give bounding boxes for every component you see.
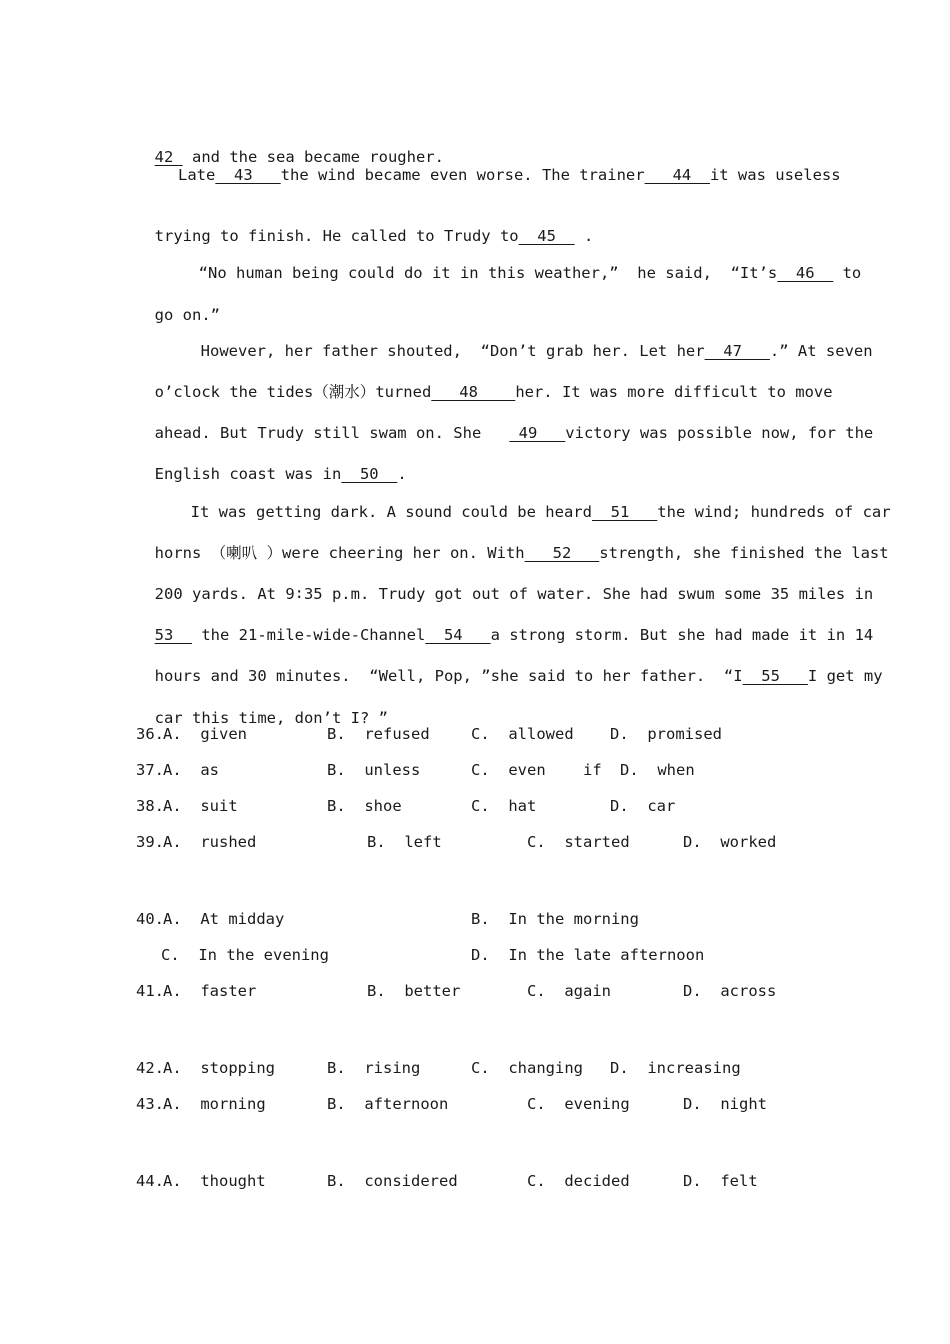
option-a: A. suit (163, 797, 238, 815)
question-number: 42. (136, 1059, 164, 1077)
passage-text: car this time, don’t I? ” (154, 709, 388, 727)
passage-line-6 (182, 321, 873, 361)
option-c: C. In the evening (161, 946, 329, 964)
blank-50: 50 (341, 465, 398, 483)
passage-text: I get my (807, 667, 883, 685)
option-b: B. left (367, 833, 442, 851)
question-number: 37. (136, 761, 164, 779)
passage-text: It was getting dark. A sound could be heard (190, 503, 592, 521)
option-d: D. night (683, 1095, 767, 1113)
blank-48: 48 (431, 383, 516, 401)
option-a: A. morning (163, 1095, 266, 1113)
question-number: 44. (136, 1172, 164, 1190)
passage-text: go on.” (154, 306, 220, 324)
option-c: C. hat (471, 797, 537, 815)
option-b: B. In the morning (471, 910, 639, 928)
passage-line-8 (136, 403, 873, 443)
passage-text: horns （喇叭 ）were cheering her on. With (154, 544, 525, 562)
passage-text: However, her father shouted, “Don’t grab her. Let her (200, 342, 705, 360)
option-c: C. again (527, 982, 611, 1000)
option-c: C. changing (471, 1059, 583, 1077)
passage-text: “No human being could do it in this weather,” he said, “It’s (198, 264, 778, 282)
option-b: B. afternoon (327, 1095, 449, 1113)
passage-text: the 21-mile-wide-Channel (192, 626, 426, 644)
option-d: D. worked (683, 833, 777, 851)
option-c: C. decided (527, 1172, 630, 1190)
passage-line-15 (136, 688, 388, 728)
passage-text: the wind; hundreds of car (657, 503, 891, 521)
passage-text: her. It was more difficult to move (515, 383, 833, 401)
option-d: D. In the late afternoon (471, 946, 705, 964)
option-b: B. refused (327, 725, 430, 743)
passage-text: victory was possible now, for the (565, 424, 874, 442)
blank-53: 53 (154, 626, 192, 644)
passage-text: 200 yards. At 9∶35 p.m. Trudy got out of water. She had swum some 35 miles in (154, 585, 874, 603)
passage-text: . (574, 227, 594, 245)
passage-text: hours and 30 minutes. “Well, Pop, ”she said to her father. “I (154, 667, 743, 685)
question-number: 36. (136, 725, 164, 743)
passage-text: Late (178, 166, 216, 184)
option-b: B. unless (327, 761, 421, 779)
question-number: 39. (136, 833, 164, 851)
passage-text: and the sea became rougher. (182, 148, 444, 166)
blank-52: 52 (524, 544, 600, 562)
blank-51: 51 (591, 503, 658, 521)
blank-45: 45 (518, 227, 575, 245)
option-c: C. evening (527, 1095, 630, 1113)
blank-55: 55 (742, 667, 808, 685)
passage-text: o’clock the tides（潮水）turned (154, 383, 432, 401)
option-c: C. allowed (471, 725, 574, 743)
passage-line-3 (136, 206, 593, 246)
option-d: D. when (620, 761, 695, 779)
option-a: A. At midday (163, 910, 285, 928)
option-b: B. shoe (327, 797, 402, 815)
option-a: A. rushed (163, 833, 257, 851)
option-c: C. even if (471, 761, 602, 779)
option-a: A. as (163, 761, 219, 779)
passage-line-2 (178, 165, 841, 185)
passage-line-13 (136, 605, 873, 645)
question-number: 40. (136, 910, 164, 928)
passage-text: the wind became even worse. The trainer (280, 166, 645, 184)
option-d: D. car (610, 797, 676, 815)
blank-47: 47 (704, 342, 770, 360)
blank-42: 42 (154, 148, 183, 166)
question-number: 38. (136, 797, 164, 815)
option-d: D. increasing (610, 1059, 741, 1077)
option-d: D. promised (610, 725, 722, 743)
passage-text: .” At seven (769, 342, 873, 360)
option-a: A. faster (163, 982, 257, 1000)
passage-line-5 (136, 285, 220, 325)
option-b: B. better (367, 982, 461, 1000)
blank-44: 44 (644, 166, 710, 184)
option-c: C. started (527, 833, 630, 851)
passage-text: ahead. But Trudy still swam on. She (154, 424, 510, 442)
question-number: 41. (136, 982, 164, 1000)
passage-line-4 (180, 243, 861, 283)
passage-line-14 (136, 646, 883, 686)
passage-text: strength, she finished the last (599, 544, 889, 562)
passage-text: English coast was in (154, 465, 342, 483)
option-a: A. given (163, 725, 247, 743)
option-b: B. rising (327, 1059, 421, 1077)
question-number: 43. (136, 1095, 164, 1113)
passage-text: it was useless (709, 166, 841, 184)
passage-line-11 (136, 523, 889, 563)
passage-text: trying to finish. He called to Trudy to (154, 227, 519, 245)
passage-line-9 (136, 444, 407, 484)
option-a: A. thought (163, 1172, 266, 1190)
passage-line-12 (136, 564, 873, 604)
blank-43: 43 (215, 166, 281, 184)
blank-46: 46 (777, 264, 834, 282)
passage-line-7 (136, 362, 833, 402)
option-d: D. felt (683, 1172, 758, 1190)
passage-text: . (397, 465, 407, 483)
option-b: B. considered (327, 1172, 458, 1190)
passage-text: to (833, 264, 862, 282)
blank-54: 54 (425, 626, 491, 644)
passage-line-1 (136, 127, 444, 167)
passage-line-10 (172, 482, 891, 522)
passage-text: a strong storm. But she had made it in 14 (490, 626, 874, 644)
blank-49: 49 (509, 424, 566, 442)
option-d: D. across (683, 982, 777, 1000)
option-a: A. stopping (163, 1059, 275, 1077)
